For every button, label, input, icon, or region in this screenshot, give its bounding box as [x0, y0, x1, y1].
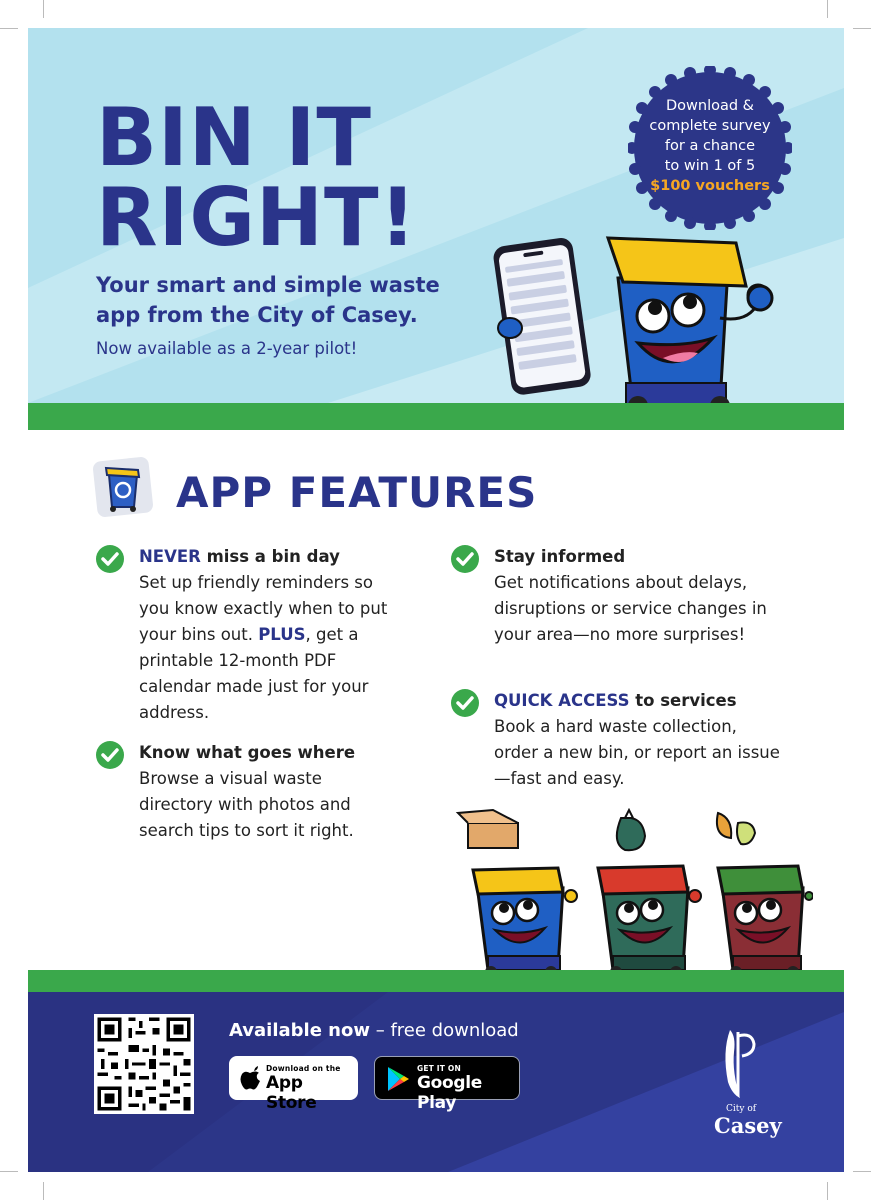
qr-code-icon[interactable]	[94, 1014, 194, 1114]
check-circle-icon	[95, 740, 125, 770]
feature-title: Know what goes where	[139, 743, 356, 762]
page-title: BIN IT RIGHT!	[96, 91, 418, 264]
logo-city-of: City of	[726, 1104, 757, 1114]
recycling-bin-icon	[91, 455, 155, 519]
availability-text: Available now – free download	[229, 1020, 519, 1041]
hero-subtitle: Your smart and simple waste app from the City of Casey.	[96, 273, 440, 327]
app-store-label: App Store	[266, 1073, 317, 1113]
flyer	[28, 28, 844, 1172]
feature-text: Set up friendly reminders so you know exactly when to put your bins out. PLUS, get a printable 12-month PDF calendar made just for your address.	[139, 573, 388, 722]
feature-text: Browse a visual waste directory with photos and search tips to sort it right.	[139, 769, 354, 840]
google-play-label: Google Play	[417, 1073, 483, 1113]
feature-bin-day	[139, 544, 399, 726]
prize-badge-text: Download & complete survey for a chance to win 1 of 5 $100 vouchers	[649, 98, 771, 194]
rubbish-bag-icon	[617, 810, 645, 850]
food-scraps-icon	[717, 813, 755, 844]
pilot-note: Now available as a 2-year pilot!	[96, 339, 358, 358]
hero-banner	[28, 28, 844, 403]
feature-stay-informed	[494, 544, 784, 648]
feature-text: Book a hard waste collection, order a new bin, or report an issue—fast and easy.	[494, 717, 780, 788]
check-circle-icon	[450, 544, 480, 574]
feature-title: Stay informed	[494, 547, 626, 566]
apple-icon	[239, 1065, 261, 1091]
check-circle-icon	[95, 544, 125, 574]
feature-what-goes-where	[139, 740, 399, 844]
cardboard-box-icon	[458, 810, 518, 848]
feature-title: QUICK ACCESS to services	[494, 691, 737, 710]
feature-text: Get notifications about delays, disruptions or service changes in your area—no more surprises!	[494, 573, 767, 644]
hero-green-strip	[28, 403, 844, 430]
feature-quick-access	[494, 688, 784, 792]
google-play-icon	[386, 1066, 410, 1092]
features-heading: APP FEATURES	[176, 468, 538, 517]
logo-casey: Casey	[714, 1113, 782, 1138]
check-circle-icon	[450, 688, 480, 718]
app-store-button[interactable]	[229, 1056, 358, 1113]
bin-mascot-with-phone-illustration	[458, 198, 778, 403]
three-bins-illustration	[433, 808, 813, 978]
google-play-button[interactable]	[374, 1056, 520, 1113]
download-footer	[28, 992, 844, 1172]
ground-green-strip	[28, 970, 844, 992]
feature-title: NEVER miss a bin day	[139, 547, 340, 566]
google-play-small-label: GET IT ON	[417, 1064, 461, 1073]
app-store-small-label: Download on the	[266, 1064, 341, 1073]
